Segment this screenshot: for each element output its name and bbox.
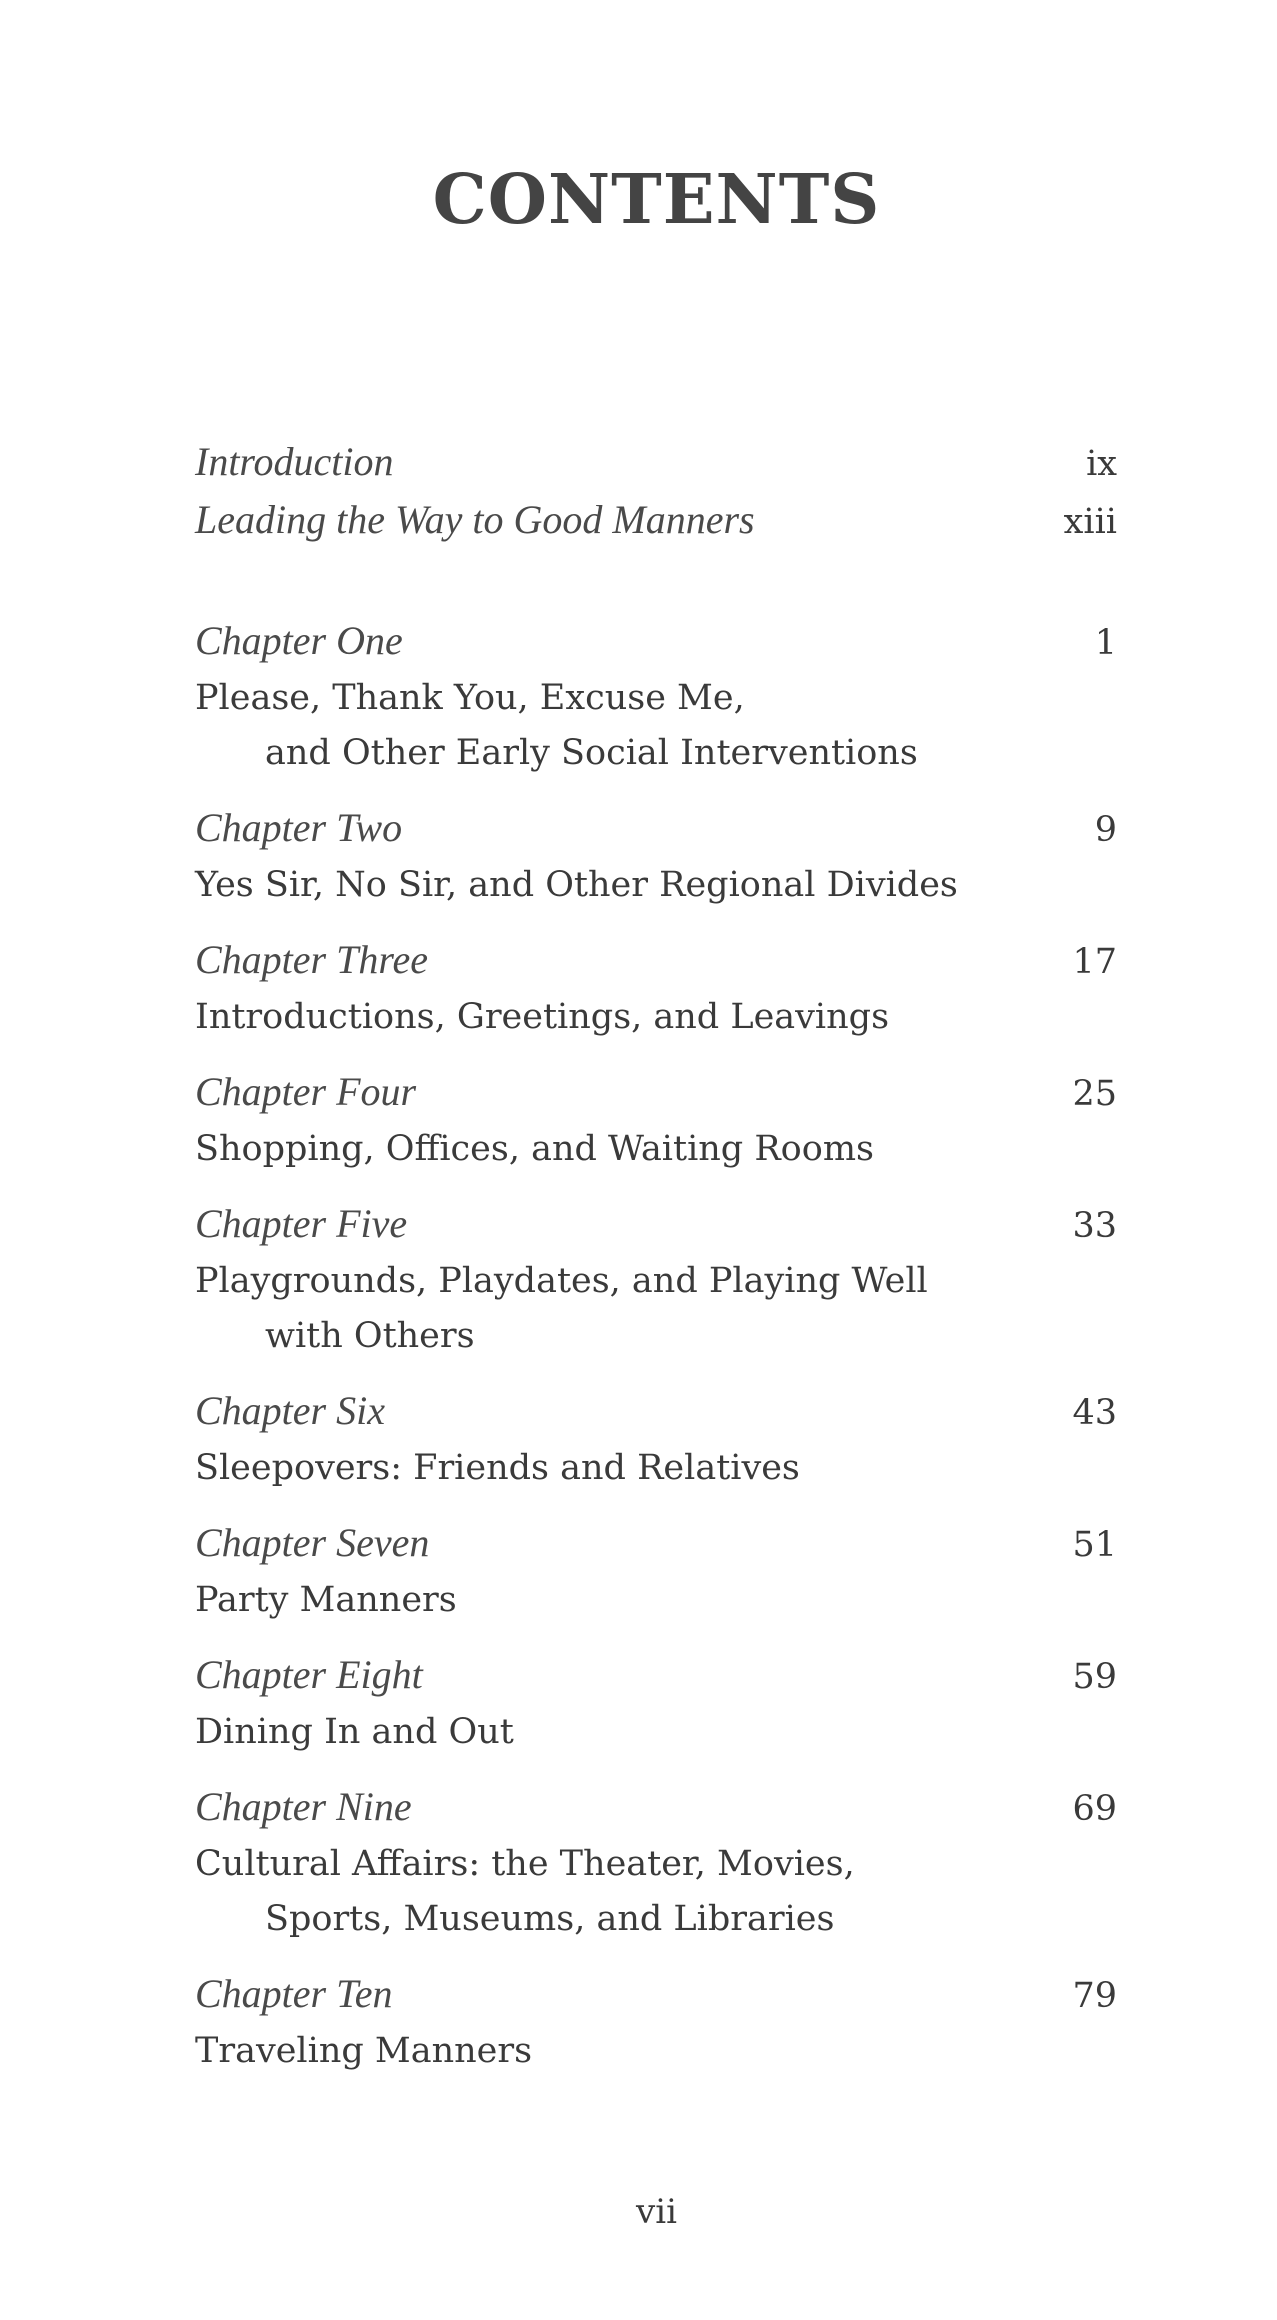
chapter-title: Playgrounds, Playdates, and Playing Well (195, 1261, 928, 1301)
chapter-number: Chapter Three (195, 937, 428, 982)
chapter-entry (195, 1779, 1117, 1947)
chapter-title: Sleepovers: Friends and Relatives (195, 1448, 800, 1488)
chapter-number: Chapter Five (195, 1201, 408, 1246)
chapter-title: Shopping, Offices, and Waiting Rooms (195, 1129, 874, 1169)
toc-row (195, 1064, 1117, 1122)
toc-row (195, 1515, 1117, 1573)
chapter-number: Chapter Ten (195, 1971, 393, 2016)
toc-row (195, 800, 1117, 858)
toc-row (195, 1383, 1117, 1441)
page-number: 69 (1072, 1789, 1117, 1829)
page-number: 33 (1072, 1206, 1117, 1246)
chapter-title: Dining In and Out (195, 1712, 514, 1752)
chapter-entry (195, 1383, 1117, 1496)
chapter-number: Chapter Eight (195, 1652, 423, 1697)
chapter-entry (195, 1064, 1117, 1177)
entry-title: Leading the Way to Good Manners (195, 497, 755, 542)
page-number: 43 (1072, 1393, 1117, 1433)
page-number: 25 (1072, 1074, 1117, 1114)
chapter-title-continued: and Other Early Social Interventions (265, 733, 918, 773)
toc-row (195, 1966, 1117, 2024)
chapter-number: Chapter Nine (195, 1784, 412, 1829)
chapter-title: Traveling Manners (195, 2031, 533, 2071)
page-number: 9 (1094, 810, 1117, 850)
front-matter-entry (195, 492, 1117, 550)
toc-row (195, 1647, 1117, 1705)
chapter-number: Chapter One (195, 618, 403, 663)
entry-title: Introduction (195, 439, 394, 484)
chapter-entry (195, 1515, 1117, 1628)
page-number: 17 (1072, 942, 1117, 982)
toc-row (195, 932, 1117, 990)
toc-row (195, 434, 1117, 492)
chapter-title: Please, Thank You, Excuse Me, (195, 678, 745, 718)
chapter-title-continued: with Others (265, 1316, 475, 1356)
page-number: 1 (1094, 623, 1117, 663)
front-matter-entry (195, 434, 1117, 492)
page-number: 59 (1072, 1657, 1117, 1697)
toc-row (195, 492, 1117, 550)
chapter-title: Cultural Affairs: the Theater, Movies, (195, 1844, 855, 1884)
chapter-entry (195, 1196, 1117, 1364)
chapter-number: Chapter Four (195, 1069, 417, 1114)
chapter-title: Introductions, Greetings, and Leavings (195, 997, 890, 1037)
chapter-title: Party Manners (195, 1580, 457, 1620)
chapter-entry (195, 932, 1117, 1045)
chapter-title-continued: Sports, Museums, and Libraries (265, 1899, 835, 1939)
spacer (195, 550, 1117, 613)
chapter-entry (195, 800, 1117, 913)
chapter-number: Chapter Two (195, 805, 403, 850)
chapter-number: Chapter Six (195, 1388, 385, 1433)
page-number: 51 (1072, 1525, 1117, 1565)
chapter-entry (195, 1647, 1117, 1760)
chapter-number: Chapter Seven (195, 1520, 430, 1565)
folio-page-number: vii (636, 2192, 677, 2232)
page-number: xiii (1063, 502, 1117, 542)
chapter-title: Yes Sir, No Sir, and Other Regional Divides (195, 865, 958, 905)
page-title: CONTENTS (432, 160, 881, 240)
toc-row (195, 1196, 1117, 1254)
chapter-entry (195, 613, 1117, 781)
page-number: ix (1086, 444, 1117, 484)
chapter-entry (195, 1966, 1117, 2079)
toc-row (195, 1779, 1117, 1837)
toc-row (195, 613, 1117, 671)
page-number: 79 (1072, 1976, 1117, 2016)
table-of-contents (195, 434, 1117, 2098)
